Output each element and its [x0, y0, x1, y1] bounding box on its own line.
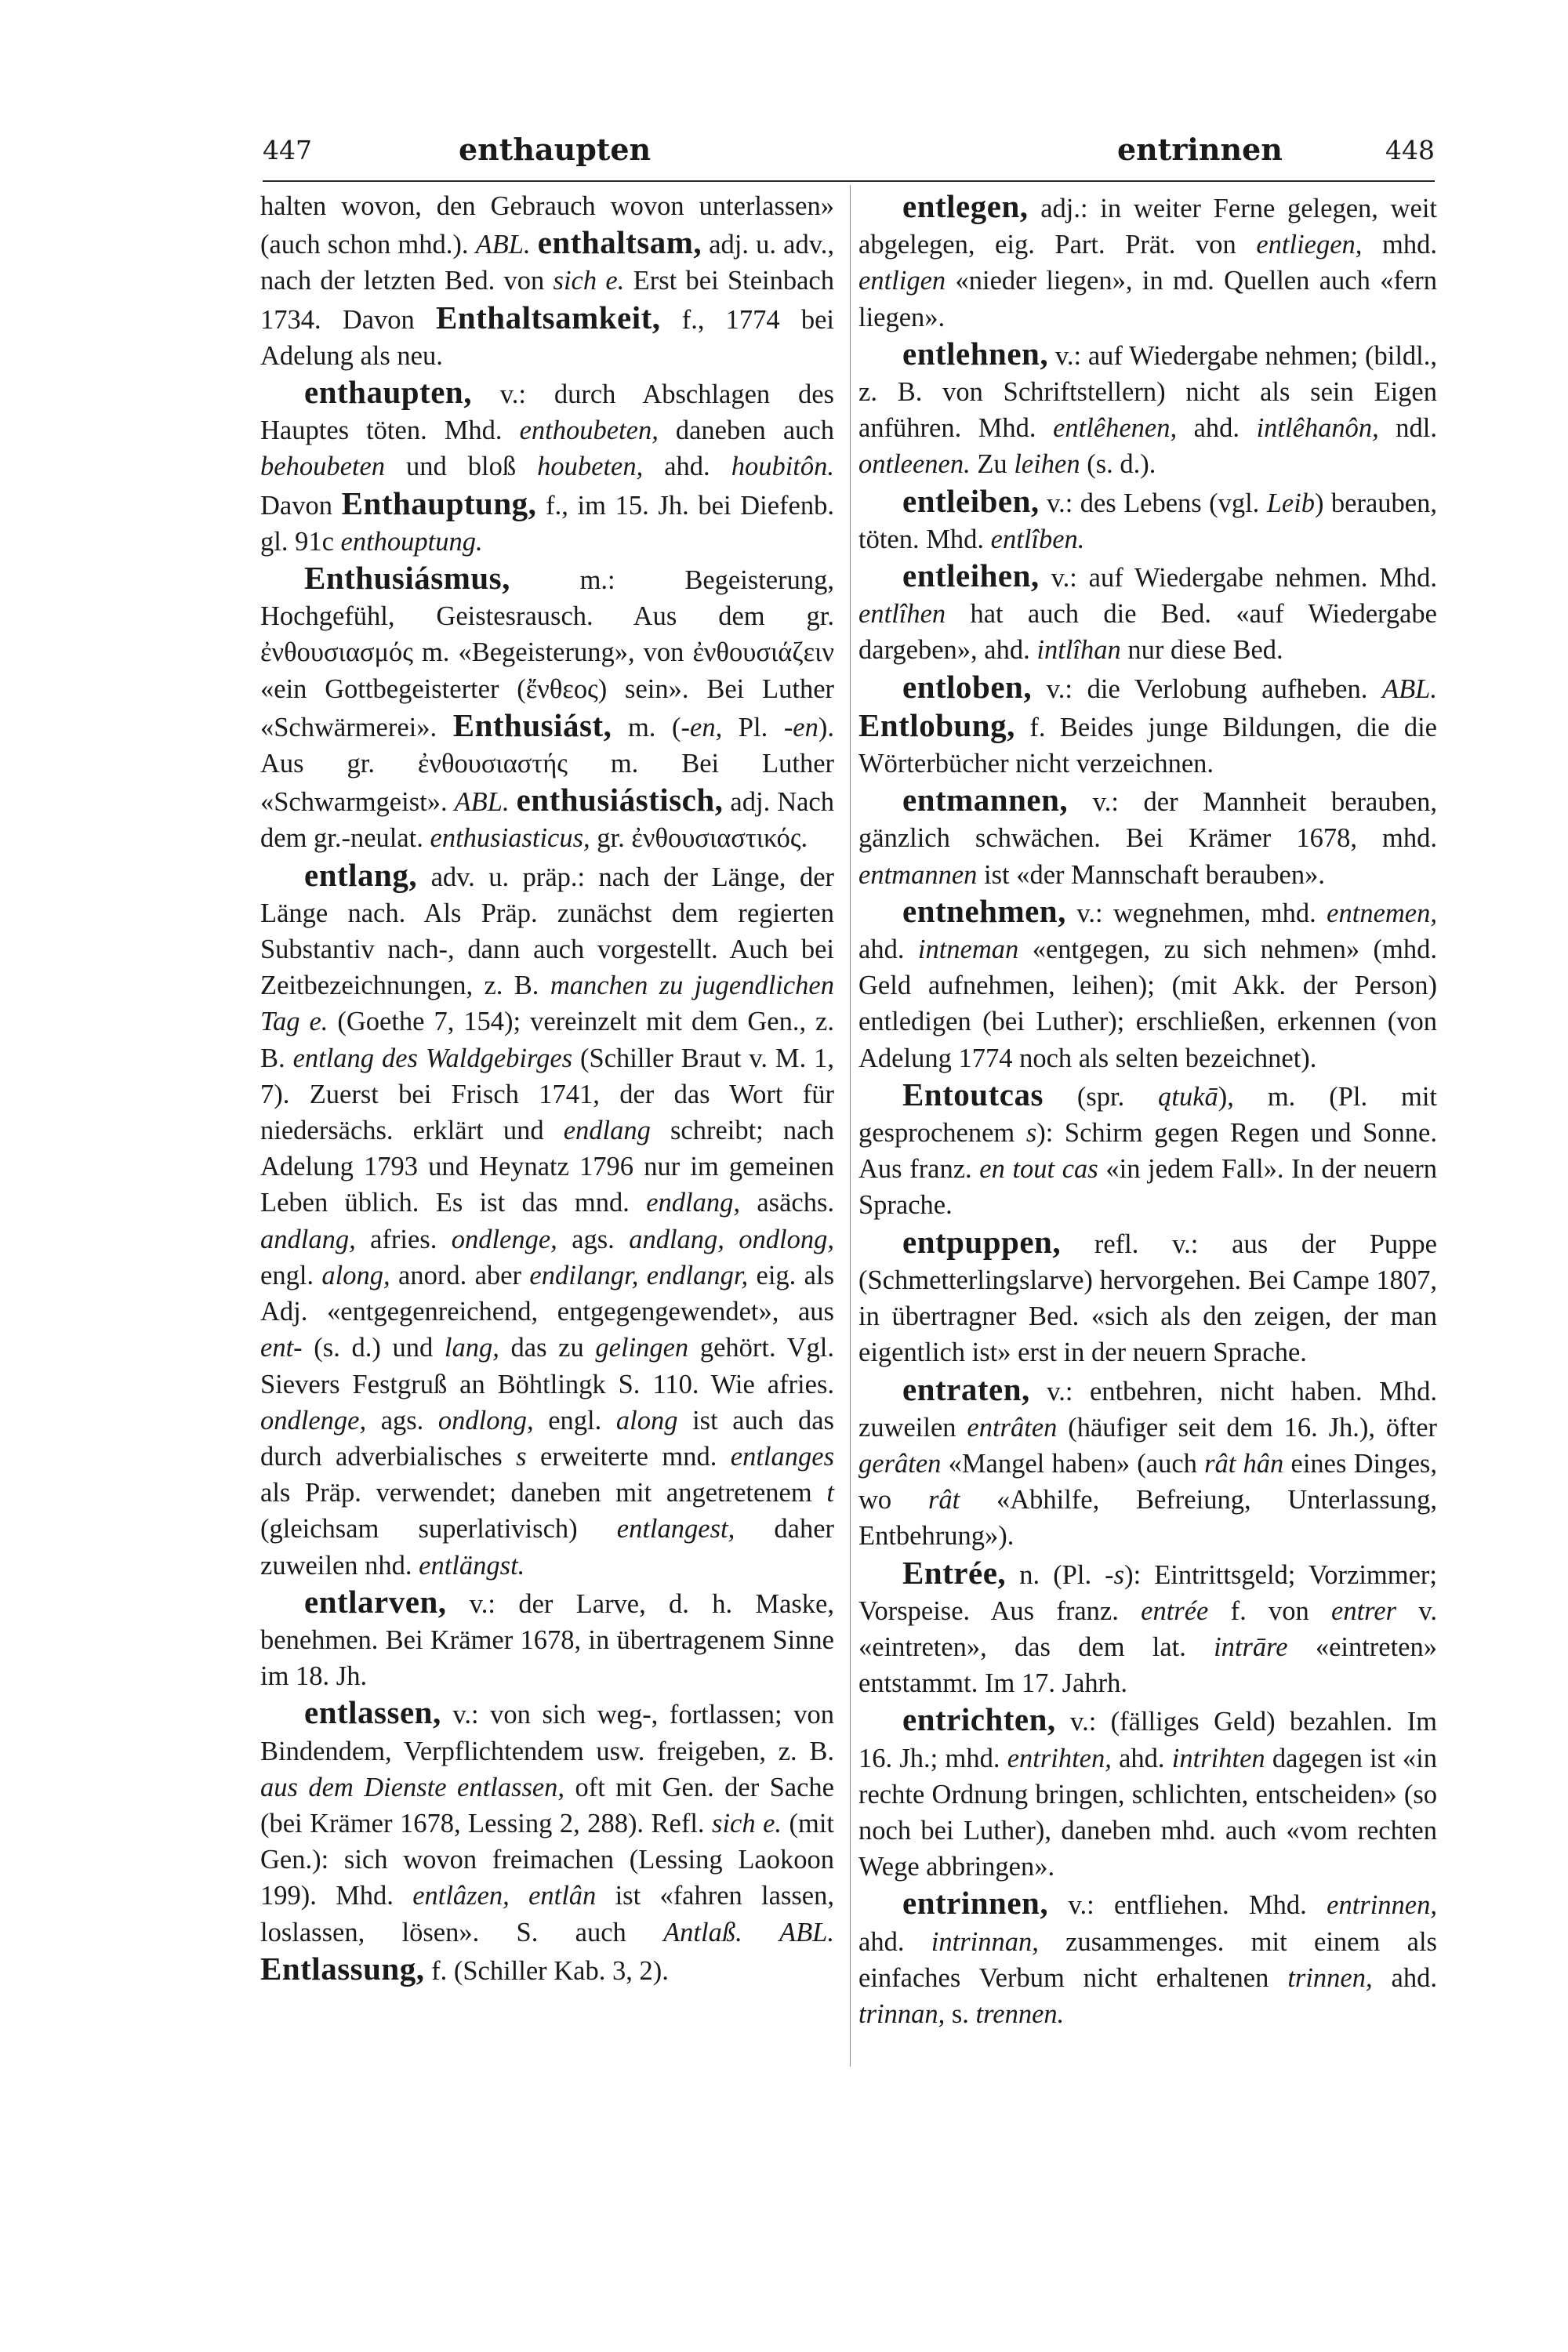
entry-text: f. Beides junge Bildungen, die die Wörterbücher nicht verzeichnen. [858, 712, 1437, 779]
entry-headword: Entlobung, [858, 706, 1015, 743]
dictionary-entry [260, 1694, 834, 1989]
entry-text: (mit Gen.): sich wovon freimachen (Lessing Laokoon 199). Mhd. [260, 1808, 835, 1911]
italic-text: along, [321, 1260, 390, 1290]
entry-text: «Mangel haben» (auch [941, 1448, 1205, 1479]
italic-text: -s [1105, 1559, 1125, 1590]
entry-headword: entleihen, [902, 557, 1040, 594]
italic-text: -en, [681, 712, 723, 742]
entry-text: erweiterte mnd. [526, 1441, 731, 1472]
italic-text: andlang, ondlong, [629, 1224, 834, 1254]
italic-text: entlanges [730, 1441, 835, 1472]
entry-headword: entnehmen, [902, 892, 1066, 929]
entry-text: ndl. [1378, 413, 1438, 444]
entry-headword: entleiben, [902, 482, 1040, 519]
entry-text: ist auch das durch adverbialisches [260, 1405, 834, 1472]
entry-text: ): Eintrittsgeld; Vorzimmer; Vorspeise. Aus franz. [858, 1559, 1437, 1626]
italic-text: enthoubeten, [519, 416, 659, 446]
dictionary-entry [858, 557, 1437, 669]
entry-text: (Goethe 7, 154); vereinzelt mit dem Gen., z. B. [260, 1007, 834, 1073]
entry-text: v.: der Mannheit berauben, gänzlich schwächen. Bei Krämer 1678, mhd. [858, 787, 1437, 854]
entry-text: adj. u. adv., nach der letzten Bed. von [260, 230, 834, 296]
italic-text: en tout cas [979, 1154, 1098, 1185]
italic-text: lang, [444, 1333, 499, 1363]
italic-text: ątukā [1158, 1081, 1218, 1112]
entry-text: das zu [499, 1333, 596, 1363]
entry-text: ) berauben, töten. Mhd. [858, 488, 1437, 554]
entry-text: daher zuweilen nhd. [260, 1514, 834, 1581]
entry-text: Zu [970, 449, 1014, 480]
entry-headword: Entrée, [902, 1554, 1007, 1591]
entry-text: Davon [260, 490, 342, 521]
italic-text: manchen zu jugendlichen Tag e. [260, 971, 834, 1037]
entry-text: refl. v.: aus der Puppe (Schmetterlingslarve) hervorgehen. Bei Campe 1807, in übertragner Bed. «sich als den zeigen, der man eigentlich ist» erst in der neuern Sprache. [858, 1229, 1437, 1368]
entry-text: v.: des Lebens (vgl. [1039, 488, 1267, 518]
entry-text: eig. als Adj. «entgegenreichend, entgegengewendet», aus [260, 1260, 834, 1327]
dictionary-entry [858, 188, 1437, 336]
italic-text: entrée [1141, 1595, 1209, 1626]
entry-text: v.: wegnehmen, mhd. [1065, 898, 1327, 928]
entry-text: schreibt; nach Adelung 1793 und Heynatz 1796 nur im gemeinen Leben üblich. Es ist das mnd. [260, 1116, 835, 1218]
entry-text: m.: Begeisterung, Hochgefühl, Geistesrausch. Aus dem gr. ἐνθουσιασμός m. «Begeisterung», von ἐνθουσιάζειν «ein Gottbegeisterter (ἔνθεος) sein». Bei Luther «Schwärmerei». [260, 565, 834, 742]
italic-text: intrihten [1171, 1743, 1265, 1773]
page-number-left: 447 [263, 135, 312, 165]
entry-text: n. (Pl. [1006, 1559, 1105, 1590]
italic-text: houbitôn. [731, 452, 834, 482]
entry-text: ahd. [643, 452, 731, 482]
italic-text: entligen [858, 266, 946, 296]
right-column [858, 188, 1437, 2032]
italic-text: ondlenge, [451, 1224, 557, 1254]
italic-text: endlang [563, 1116, 651, 1146]
left-column [260, 188, 834, 1989]
italic-text: t [826, 1478, 834, 1508]
entry-text: (Schiller Braut v. M. 1, 7). Zuerst bei Frisch 1741, der das Wort für niedersächs. erklärt und [260, 1043, 835, 1146]
entry-headword: entloben, [902, 668, 1033, 705]
entry-headword: entlehnen, [902, 335, 1049, 372]
entry-text: asächs. [739, 1188, 834, 1218]
entry-text: engl. [533, 1405, 616, 1436]
entry-headword: entlang, [304, 856, 418, 893]
entry-text: (spr. [1043, 1081, 1159, 1112]
italic-text: entrâten [967, 1412, 1058, 1443]
entry-headword: entrichten, [902, 1701, 1056, 1738]
dictionary-entry [260, 857, 834, 1584]
entry-text: f. (Schiller Kab. 3, 2). [424, 1955, 669, 1986]
italic-text: intrāre [1214, 1632, 1288, 1662]
italic-text: intlîhan [1036, 635, 1121, 666]
entry-text: ), m. (Pl. mit gesprochenem [858, 1081, 1438, 1149]
entry-text: adj.: in weiter Ferne gelegen, weit abgelegen, eig. Part. Prät. von [858, 194, 1437, 260]
entry-text: «eintreten» entstammt. Im 17. Jahrh. [858, 1632, 1437, 1699]
dictionary-entry [260, 374, 834, 560]
italic-text: sich e. [553, 266, 625, 296]
entry-text: v.: die Verlobung aufheben. [1032, 673, 1383, 704]
entry-text: s. [945, 1998, 976, 2029]
italic-text: rât hân [1204, 1448, 1284, 1479]
entry-headword: entpuppen, [902, 1223, 1062, 1260]
entry-headword: Enthaltsamkeit, [435, 299, 661, 336]
entry-text: ahd. [1111, 1743, 1172, 1773]
entry-text: v.: auf Wiedergabe nehmen. Mhd. [1039, 563, 1437, 593]
italic-text: s [1025, 1118, 1037, 1149]
entry-text: dagegen ist «in rechte Ordnung bringen, schlichten, entscheiden» (so noch bei Luther), daneben mhd. auch «vom rechten Wege abbringen». [858, 1743, 1437, 1882]
italic-text: leihen [1014, 449, 1080, 480]
entry-headword: enthusiástisch, [516, 782, 724, 818]
italic-text: gerâten [858, 1448, 942, 1479]
entry-headword: Enthusiást, [452, 706, 612, 743]
entry-headword: entrinnen, [902, 1885, 1049, 1922]
italic-text: intrinnan, [931, 1926, 1039, 1957]
entry-text: engl. [260, 1260, 322, 1290]
italic-text: enthouptung. [340, 526, 483, 557]
italic-text: ondlenge, [260, 1405, 367, 1436]
italic-text: gelingen [595, 1333, 689, 1363]
dictionary-entry [858, 1555, 1437, 1702]
italic-text: rât [927, 1485, 960, 1515]
entry-text: und bloß [385, 452, 538, 482]
italic-text: -en [783, 712, 818, 742]
italic-text: endlang, [646, 1188, 740, 1218]
entry-text: (s. d.) und [302, 1333, 445, 1363]
entry-text: adv. u. präp.: nach der Länge, der Länge nach. Als Präp. zunächst dem regierten Substantiv nach-, dann auch vorgestellt. Auch bei Zeitbezeichnungen, z. B. [260, 862, 834, 1001]
entry-text: v. «eintreten», das dem lat. [858, 1595, 1437, 1662]
entry-text: ): Schirm gegen Regen und Sonne. Aus franz. [858, 1118, 1437, 1185]
entry-text: anord. aber [390, 1260, 530, 1290]
entry-text: v.: auf Wiedergabe nehmen; (bildl., z. B. von Schriftstellern) nicht als sein Eigen anführen. Mhd. [858, 340, 1437, 444]
entry-text: ags. [557, 1224, 630, 1254]
entry-headword: Enthauptung, [341, 485, 537, 521]
dictionary-entry [260, 188, 834, 374]
entry-text: afries. [355, 1224, 452, 1254]
entry-text: m. ( [612, 712, 681, 742]
entry-headword: Enthusiásmus, [304, 560, 510, 597]
entry-headword: entlegen, [902, 188, 1029, 224]
italic-text: ABL. [779, 1917, 834, 1947]
entry-headword: entlarven, [304, 1583, 447, 1620]
dictionary-entry [858, 1701, 1437, 1885]
dictionary-entry [858, 893, 1437, 1076]
italic-text: entlêhenen, [1053, 413, 1178, 444]
entry-text: (häufiger seit dem 16. Jh.), öfter [1057, 1412, 1437, 1443]
entry-headword: Entoutcas [902, 1076, 1044, 1112]
running-header [263, 132, 1435, 179]
dictionary-entry [858, 336, 1437, 483]
italic-text: entrer [1331, 1595, 1397, 1626]
entry-text [742, 1918, 779, 1947]
header-keyword-right: entrinnen [1117, 132, 1283, 167]
entry-text: eines Dinges, wo [858, 1448, 1437, 1515]
entry-text: f., 1774 bei Adelung als neu. [260, 304, 834, 371]
entry-text: v.: entfliehen. Mhd. [1048, 1890, 1327, 1921]
entry-text: zusammenges. mit einem als einfaches Verbum nicht erhaltenen [858, 1926, 1437, 1993]
entry-text: gr. ἐνθουσιαστικός. [590, 823, 808, 854]
entry-text: ). Aus gr. ἐνθουσιαστής m. Bei Luther «Schwarmgeist». [260, 712, 834, 818]
dictionary-entry [858, 1885, 1437, 2032]
entry-text: Pl. [722, 712, 784, 742]
header-keyword-left: enthaupten [459, 132, 652, 167]
entry-text: ahd. [858, 935, 918, 965]
italic-text: ent- [260, 1333, 303, 1363]
entry-text: (gleichsam superlativisch) [260, 1514, 617, 1544]
entry-text: ist «der Mannschaft berauben». [977, 859, 1325, 890]
entry-text: Erst bei Steinbach 1734. Davon [260, 266, 834, 335]
entry-headword: Entlassung, [260, 1950, 425, 1987]
italic-text: endilangr, endlangr, [529, 1260, 749, 1290]
entry-text: (s. d.). [1080, 449, 1156, 480]
italic-text: trinnen, [1287, 1962, 1373, 1993]
page-number-right: 448 [1385, 135, 1435, 165]
italic-text: enthusiasticus, [430, 823, 590, 854]
entry-text: v.: von sich weg-, fortlassen; von Bindendem, Verpflichtendem usw. freigeben, z. B. [260, 1700, 834, 1766]
entry-text: ags. [366, 1405, 438, 1436]
entry-text: halten wovon, den Gebrauch wovon unterlassen» (auch schon mhd.). [260, 191, 834, 260]
dictionary-entry [858, 1371, 1437, 1555]
entry-headword: enthaltsam, [537, 224, 702, 261]
entry-text: adj. Nach dem gr.-neulat. [260, 787, 834, 854]
dictionary-entry [858, 669, 1437, 782]
dictionary-entry [260, 560, 834, 857]
entry-text: f., im 15. Jh. bei Diefenb. gl. 91c [260, 490, 834, 557]
italic-text: entrinnen, [1327, 1890, 1437, 1921]
dictionary-entry [858, 483, 1437, 557]
italic-text: behoubeten [260, 452, 386, 482]
italic-text: trennen. [975, 1998, 1065, 2029]
entry-headword: enthaupten, [304, 374, 472, 411]
italic-text: trinnan, [858, 1998, 946, 2029]
column-divider [850, 185, 851, 2067]
entry-text [531, 230, 538, 260]
entry-text: «Abhilfe, Befreiung, Unterlassung, Entbehrung»). [858, 1485, 1438, 1552]
entry-text: ahd. [1177, 413, 1257, 444]
dictionary-entry [858, 1224, 1437, 1371]
italic-text: sich e. [712, 1808, 782, 1838]
italic-text: entrihten, [1007, 1743, 1112, 1773]
italic-text: houbeten, [537, 452, 644, 482]
italic-text: s [516, 1441, 527, 1472]
entry-headword: entlassen, [304, 1694, 441, 1731]
italic-text: entlâzen, entlân [412, 1881, 597, 1911]
entry-headword: entmannen, [902, 782, 1069, 818]
entry-text: ahd. [1372, 1962, 1437, 1993]
entry-text: «entgegen, zu sich nehmen» (mhd. Geld aufnehmen, leihen); (mit Akk. der Person) entledigen (bei Luther); erschließen, erkennen (von Adelung 1774 noch als selten bezeichnet). [858, 935, 1437, 1073]
entry-text: ahd. [858, 1926, 931, 1957]
italic-text: ABL. [1382, 673, 1437, 704]
italic-text: Leib [1266, 488, 1316, 518]
entry-text: v.: der Larve, d. h. Maske, benehmen. Bei Krämer 1678, in übertragenem Sinne im 18. Jh. [260, 1588, 834, 1692]
italic-text: entmannen [858, 859, 978, 890]
italic-text: entlangest, [616, 1514, 735, 1544]
italic-text: ABL. [475, 230, 531, 260]
entry-headword: entraten, [902, 1370, 1030, 1407]
italic-text: andlang, [260, 1224, 356, 1254]
dictionary-entry [858, 782, 1437, 893]
italic-text: aus dem Dienste entlassen, [260, 1772, 565, 1802]
italic-text: intneman [917, 935, 1019, 965]
italic-text: entnemen, [1327, 898, 1437, 928]
italic-text: ABL. [454, 787, 510, 818]
entry-text: «in jedem Fall». In der neuern Sprache. [858, 1154, 1437, 1221]
italic-text: along [615, 1405, 678, 1436]
dictionary-entry [260, 1584, 834, 1695]
entry-text: hat auch die Bed. «auf Wiedergabe dargeben», ahd. [858, 599, 1437, 666]
italic-text: Antlaß. [663, 1917, 742, 1947]
entry-text: oft mit Gen. der Sache (bei Krämer 1678, Lessing 2, 288). Refl. [260, 1772, 834, 1838]
italic-text: entlängst. [419, 1550, 525, 1581]
italic-text: ontleenen. [858, 449, 971, 480]
entry-text: gehört. Vgl. Sievers Festgruß an Böhtlingk S. 110. Wie afries. [260, 1333, 835, 1399]
entry-text: f. von [1208, 1595, 1332, 1626]
italic-text: entlang des Waldgebirges [292, 1043, 573, 1073]
entry-text: ist «fahren lassen, loslassen, lösen». S. auch [260, 1881, 834, 1947]
entry-text: als Präp. verwendet; daneben mit angetretenem [260, 1478, 827, 1508]
italic-text: intlêhanôn, [1256, 413, 1379, 444]
header-rule [263, 180, 1435, 182]
entry-text: «nieder liegen», in md. Quellen auch «fern liegen». [858, 266, 1437, 332]
italic-text: entlîhen [858, 599, 946, 630]
entry-text: v.: (fälliges Geld) bezahlen. Im 16. Jh.; mhd. [858, 1707, 1437, 1773]
entry-text: v.: entbehren, nicht haben. Mhd. zuweilen [858, 1376, 1437, 1443]
italic-text: entlîben. [990, 524, 1085, 554]
entry-text: v.: durch Abschlagen des Hauptes töten. Mhd. [260, 379, 834, 446]
entry-text: nur diese Bed. [1120, 635, 1283, 666]
italic-text: entliegen, [1256, 230, 1363, 260]
entry-text: daneben auch [658, 416, 834, 446]
dictionary-entry [858, 1076, 1437, 1224]
entry-text [510, 787, 517, 817]
italic-text: ondlong, [437, 1405, 534, 1436]
entry-text: mhd. [1362, 230, 1437, 260]
